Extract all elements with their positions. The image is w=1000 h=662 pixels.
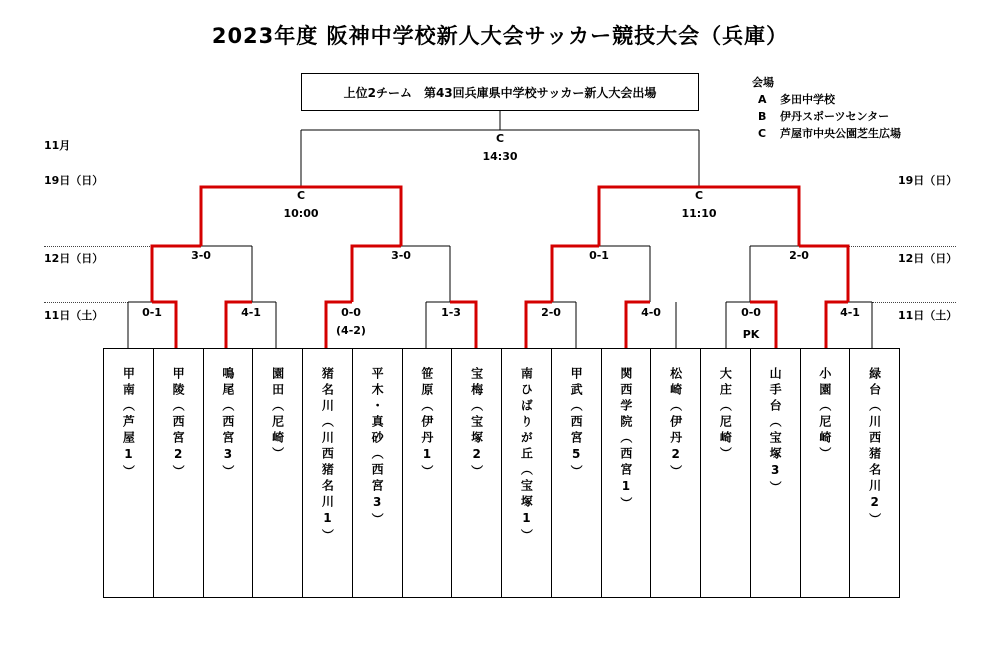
team-cell (552, 349, 602, 597)
team-name: 笹原（伊丹1） (419, 367, 434, 481)
r1-score: 4-0 (641, 306, 661, 319)
team-cell (353, 349, 403, 597)
team-cell (751, 349, 801, 597)
page-title: 2023年度 阪神中学校新人大会サッカー競技大会（兵庫） (211, 24, 789, 48)
team-cell (801, 349, 851, 597)
date-19-right: 19日（日） (898, 174, 958, 187)
team-cell (850, 349, 899, 597)
qf-score: 0-1 (589, 249, 609, 262)
team-name: 山手台（宝塚3） (768, 367, 783, 497)
date-19-left: 19日（日） (44, 174, 104, 187)
team-name: 平木・真砂（西宮3） (370, 367, 385, 529)
venue-heading: 会場 (752, 76, 774, 89)
semi-right-venue: C (694, 189, 704, 202)
team-cell (204, 349, 254, 597)
r1-score-extra: PK (742, 328, 760, 341)
team-cell (701, 349, 751, 597)
semi-right-time: 11:10 (681, 207, 717, 220)
team-cell (104, 349, 154, 597)
date-12-left: 12日（日） (44, 252, 104, 265)
final-time: 14:30 (482, 150, 518, 163)
team-cell (602, 349, 652, 597)
r1-score: 0-1 (142, 306, 162, 319)
r1-score: 0-0 (741, 306, 761, 319)
venue-item-a: A 多田中学校 (758, 93, 835, 106)
r1-score: 4-1 (840, 306, 860, 319)
month-label: 11月 (44, 139, 71, 152)
team-cell (154, 349, 204, 597)
team-name: 小園（尼崎） (817, 367, 832, 463)
date-12-right: 12日（日） (898, 252, 958, 265)
team-cell (403, 349, 453, 597)
r1-score-extra: (4-2) (336, 324, 366, 337)
r1-score: 2-0 (541, 306, 561, 319)
qf-score: 3-0 (391, 249, 411, 262)
venue-item-c: C 芦屋市中央公園芝生広場 (758, 127, 901, 140)
date-11-right: 11日（土） (898, 309, 958, 322)
r1-score: 1-3 (441, 306, 461, 319)
team-cell (651, 349, 701, 597)
final-venue: C (495, 132, 505, 145)
r1-score: 0-0 (341, 306, 361, 319)
team-name: 緑台（川西猪名川2） (867, 367, 882, 529)
team-name: 甲陵（西宮2） (171, 367, 186, 481)
final-box-label: 上位2チーム 第43回兵庫県中学校サッカー新人大会出場 (343, 85, 657, 100)
qf-score: 3-0 (191, 249, 211, 262)
team-name: 猪名川（川西猪名川1） (320, 367, 335, 545)
team-name: 園田（尼崎） (270, 367, 285, 463)
team-name: 甲武（西宮5） (569, 367, 584, 481)
team-cell (303, 349, 353, 597)
team-table (103, 348, 900, 598)
team-name: 鳴尾（西宮3） (220, 367, 235, 481)
qf-score: 2-0 (789, 249, 809, 262)
team-name: 関西学院（西宮1） (618, 367, 633, 513)
team-cell (502, 349, 552, 597)
team-name: 宝梅（宝塚2） (469, 367, 484, 481)
date-11-left: 11日（土） (44, 309, 104, 322)
semi-left-venue: C (296, 189, 306, 202)
team-name: 甲南（芦屋1） (121, 367, 136, 481)
team-cell (253, 349, 303, 597)
team-name: 南ひばりが丘（宝塚1） (519, 367, 534, 545)
venue-item-b: B 伊丹スポーツセンター (758, 110, 890, 123)
r1-score: 4-1 (241, 306, 261, 319)
team-name: 大庄（尼崎） (718, 367, 733, 463)
team-name: 松崎（伊丹2） (668, 367, 683, 481)
team-cell (452, 349, 502, 597)
semi-left-time: 10:00 (283, 207, 319, 220)
